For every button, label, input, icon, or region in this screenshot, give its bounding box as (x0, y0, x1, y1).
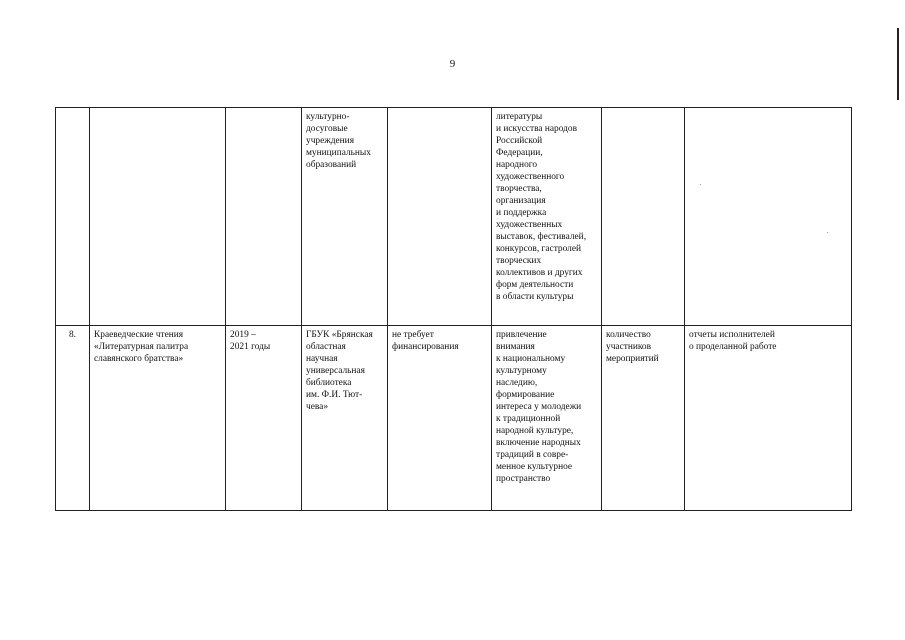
cell-text-line: областная (306, 342, 346, 352)
cell-text-line: в области культуры (496, 292, 574, 302)
cell-text-line: организация (496, 196, 546, 206)
cell-text-line: участников (606, 342, 652, 352)
cell-text-line: внимания (496, 342, 535, 352)
cell-expected-result (492, 326, 602, 511)
cell-text-line: менное культурное (496, 462, 573, 472)
cell-text-line: муниципальных (306, 148, 371, 158)
cell-text-line: финансирования (392, 342, 459, 352)
cell-text-line: выставок, фестивалей, (496, 232, 587, 242)
table-row-continued (56, 108, 852, 326)
cell-text-line: универсальная (306, 366, 365, 376)
cell-indicator (602, 326, 685, 511)
cell-text-line: художественного (496, 172, 565, 182)
scan-edge-mark (897, 28, 899, 100)
cell-text-line: Российской (496, 136, 543, 146)
cell-text-line: интереса у молодежи (496, 402, 582, 412)
cell-text-line: включение народных (496, 438, 581, 448)
cell-text-line: им. Ф.И. Тют- (306, 390, 363, 400)
cell-text-line: количество (606, 330, 651, 340)
cell-text-line: досуговые (306, 124, 348, 134)
cell-text-line: литературы (496, 112, 543, 122)
cell-text-line: и поддержка (496, 208, 547, 218)
cell-event (90, 108, 226, 326)
cell-text-line: конкурсов, гастролей (496, 244, 582, 254)
cell-period (226, 108, 302, 326)
cell-text-line: традиций в совре- (496, 450, 569, 460)
cell-event (90, 326, 226, 511)
cell-text-line: о проделанной работе (689, 342, 777, 352)
cell-text-line: славянского братства» (94, 354, 184, 364)
cell-text-line: культурно- (306, 112, 350, 122)
cell-number: 8. (56, 326, 90, 511)
cell-text-line: отчеты исполнителей (689, 330, 775, 340)
page-number: 9 (449, 58, 456, 70)
cell-text-line: мероприятий (606, 354, 659, 364)
cell-text-line: не требует (392, 330, 434, 340)
cell-text-line: к традиционной (496, 414, 561, 424)
cell-reporting (685, 326, 852, 511)
cell-reporting (685, 108, 852, 326)
cell-text-line: коллективов и других (496, 268, 583, 278)
cell-period (226, 326, 302, 511)
cell-text-line: пространство (496, 474, 551, 484)
cell-text-line: «Литературная палитра (94, 342, 189, 352)
cell-text-line: художественных (496, 220, 563, 230)
cell-text-line: учреждения (306, 136, 355, 146)
cell-executors (302, 326, 388, 511)
cell-executors (302, 108, 388, 326)
cell-text-line: народной культуре, (496, 426, 574, 436)
cell-text-line: культурному (496, 366, 547, 376)
cell-text-line: формирование (496, 390, 555, 400)
cell-text-line: к национальному (496, 354, 566, 364)
cell-text-line: народного (496, 160, 538, 170)
cell-text-line: привлечение (496, 330, 547, 340)
cell-text-line: 2019 – (230, 330, 256, 340)
cell-text-line: Федерации, (496, 148, 543, 158)
cell-text-line: творческих (496, 256, 542, 266)
cell-text-line: библиотека (306, 378, 352, 388)
cell-indicator (602, 108, 685, 326)
activities-table (55, 107, 852, 511)
cell-funding (388, 326, 492, 511)
table-row-8 (56, 326, 852, 511)
cell-text-line: и искусства народов (496, 124, 578, 134)
cell-text-line: чева» (306, 402, 329, 412)
cell-text-line: образований (306, 160, 357, 170)
cell-text-line: творчества, (496, 184, 542, 194)
cell-text-line: Краеведческие чтения (94, 330, 184, 340)
cell-number (56, 108, 90, 326)
cell-text-line: форм деятельности (496, 280, 574, 290)
cell-funding (388, 108, 492, 326)
cell-text-line: ГБУК «Брянская (306, 330, 373, 340)
cell-text-line: наследию, (496, 378, 538, 388)
cell-text-line: 2021 годы (230, 342, 271, 352)
cell-expected-result (492, 108, 602, 326)
cell-text-line: научная (306, 354, 338, 364)
